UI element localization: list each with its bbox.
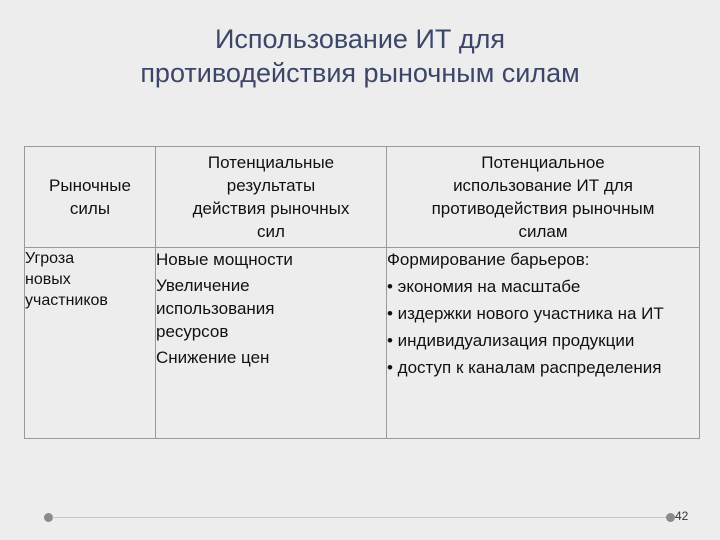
slide-title: [40, 22, 680, 90]
header-text: противодействия рыночным: [431, 199, 655, 218]
cell-it-usage: [387, 248, 700, 439]
header-text: силам: [518, 222, 568, 241]
header-it-usage: [387, 147, 700, 248]
title-line-2: противодействия рыночным силам: [140, 58, 580, 88]
page-number: 42: [675, 509, 689, 523]
footer-right-dot: [666, 513, 675, 522]
cell-potential-results: [156, 248, 387, 439]
cell-text: Новые мощности: [156, 250, 293, 269]
header-text: действия рыночных: [192, 199, 350, 218]
list-item: • доступ к каналам распределения: [387, 358, 662, 377]
list-item: • издержки нового участника на ИТ: [387, 304, 664, 323]
header-text: силы: [69, 199, 111, 218]
cell-text: Угроза: [25, 250, 75, 267]
cell-text: участников: [25, 292, 108, 309]
cell-text: использования: [156, 299, 275, 318]
header-text: использование ИТ для: [453, 176, 633, 195]
header-market-forces: [25, 147, 156, 248]
title-line-1: Использование ИТ для: [215, 24, 505, 54]
list-item: Формирование барьеров:: [387, 250, 590, 269]
cell-market-force: [25, 248, 156, 439]
cell-text: Увеличение: [156, 276, 250, 295]
list-item: • индивидуализация продукции: [387, 331, 635, 350]
header-text: результаты: [226, 176, 316, 195]
market-forces-table: [24, 146, 700, 439]
header-potential-results: [156, 147, 387, 248]
table-header-row: [25, 147, 700, 248]
cell-text: новых: [25, 271, 71, 288]
header-text: Потенциальное: [481, 153, 605, 172]
header-text: Рыночные: [49, 176, 131, 195]
cell-text: ресурсов: [156, 322, 229, 341]
footer-divider: [52, 517, 669, 518]
cell-text: Снижение цен: [156, 348, 270, 367]
header-text: Потенциальные: [207, 153, 335, 172]
list-item: • экономия на масштабе: [387, 277, 581, 296]
table-row: [25, 248, 700, 439]
header-text: сил: [257, 222, 285, 241]
